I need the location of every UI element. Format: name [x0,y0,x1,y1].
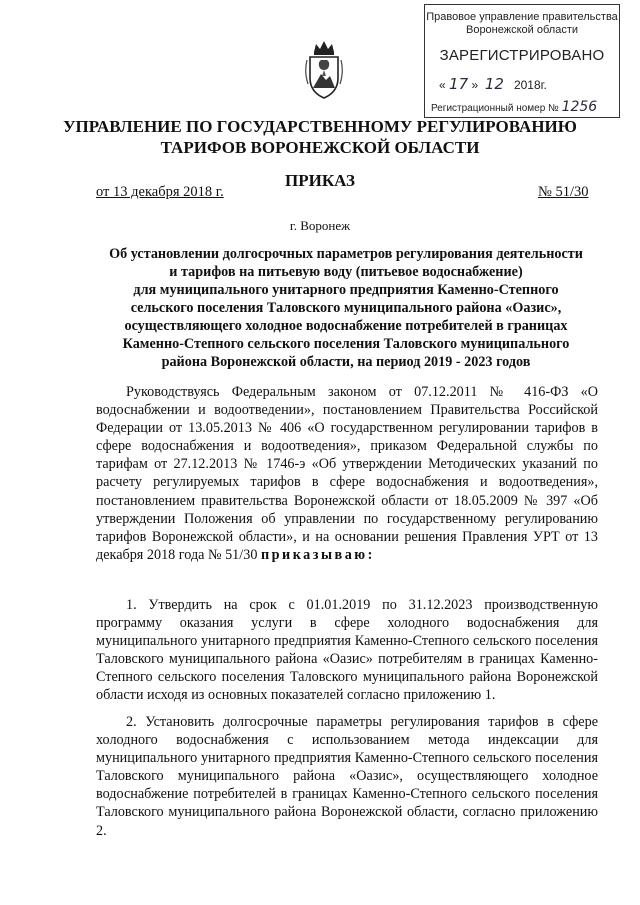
stamp-date-year: 2018 [513,78,541,92]
order-word: приказываю: [260,546,375,563]
order-city: г. Воронеж [289,218,351,233]
preamble-text: Руководствуясь Федеральным законом от 07.12.2011 № 416-ФЗ «О водоснабжении и водоотведении», постановлением Правительства Российской Федерации от 13.05.2013 № 406 «О государственном регулировании тарифов в сфере водоснабжения и водоотведения», приказом Федеральной службы по тарифам от 27.12.2013 № 1746-э «Об утверждении Методических указаний по расчету регулируемых тарифов в сфере водоснабжения и водоотведения», постановлением правительства Воронежской области от 18.05.2009 № 397 «Об утверждении Положения об управлении по государственному регулированию тарифов Воронежской области», и на основании решения Правления УРТ от 13 декабря 2018 года № 51/30 [96,384,598,563]
clause-2: 2. Установить долгосрочные параметры регулирования тарифов в сфере холодного водоснабжения с использованием метода индексации для муниципального унитарного предприятия Каменно-Степного сельского поселения Таловского муниципального района «Оазис», осуществляющего холодное водоснабжение потребителей в границах Каменно-Степного сельского поселения Таловского муниципального района Воронежской области, согласно приложению 2. [96,714,598,839]
order-date: от 13 декабря 2018 г. [96,184,224,200]
subject-line: осуществляющего холодное водоснабжение потребителей в границах [124,318,568,334]
stamp-date: « 17 » 12 2018г. [439,75,547,93]
subject-line: района Воронежской области, на период 2019 - 2023 годов [161,354,531,370]
stamp-date-day: 17 [449,75,469,93]
order-subject [88,245,604,371]
stamp-reg-number-value: 1256 [561,99,598,115]
stamp-registered-label: ЗАРЕГИСТРИРОВАНО [439,47,605,64]
document-type: ПРИКАЗ [285,171,355,190]
subject-line: сельского поселения Таловского муниципального района «Оазис», [130,300,562,316]
preamble-paragraph [96,383,598,564]
subject-line: и тарифов на питьевую воду (питьевое водоснабжение) [169,264,523,280]
voronezh-coat-of-arms-icon [304,38,344,102]
order-number: № 51/30 [538,184,589,200]
subject-line: Каменно-Степного сельского поселения Таловского муниципального [122,336,570,352]
subject-line: Об установлении долгосрочных параметров регулирования деятельности [109,246,583,262]
subject-line: для муниципального унитарного предприятия Каменно-Степного [133,282,559,298]
stamp-date-month: 12 [484,75,504,93]
stamp-reg-number: Регистрационный номер № 1256 [431,99,598,115]
authority-title-line2: ТАРИФОВ ВОРОНЕЖСКОЙ ОБЛАСТИ [160,138,480,157]
clause-1: 1. Утвердить на срок с 01.01.2019 по 31.12.2023 производственную программу оказания услуги в сфере холодного водоснабжения для муниципального унитарного предприятия Каменно-Степного сельского поселения Таловского муниципального района «Оазис» потребителям в границах Каменно-Степного сельского поселения Таловского муниципального района Воронежской области исходя из основных показателей согласно приложению 1. [96,597,598,704]
registration-stamp [424,4,620,118]
stamp-authority: Правовое управление правительства Воронежской области [426,11,618,36]
authority-title-line1: УПРАВЛЕНИЕ ПО ГОСУДАРСТВЕННОМУ РЕГУЛИРОВАНИЮ [63,117,577,136]
